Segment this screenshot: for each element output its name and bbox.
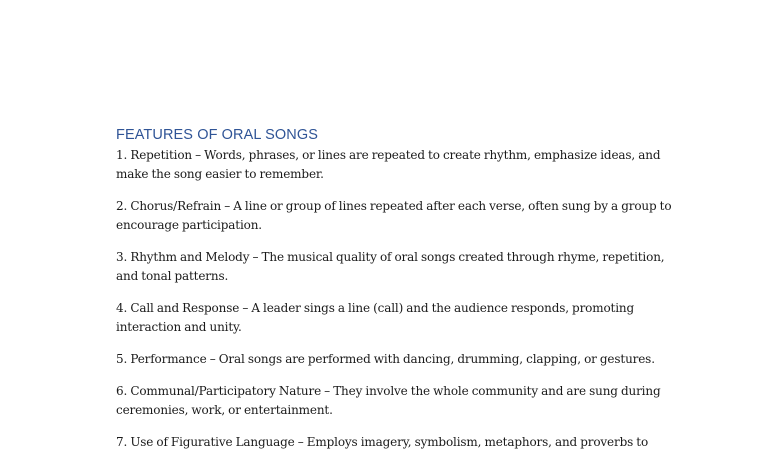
feature-item-communal: 6. Communal/Participatory Nature – They involve the whole community and are sung during ceremonies, work, or entertainment. bbox=[116, 384, 661, 417]
feature-item-figurative: 7. Use of Figurative Language – Employs imagery, symbolism, metaphors, and proverbs to bbox=[116, 435, 649, 449]
section-heading: FEATURES OF ORAL SONGS bbox=[116, 127, 319, 143]
feature-item-chorus: 2. Chorus/Refrain – A line or group of lines repeated after each verse, often sung by a group to encourage participation. bbox=[116, 199, 672, 232]
document-content bbox=[116, 124, 676, 465]
feature-item-repetition: 1. Repetition – Words, phrases, or lines are repeated to create rhythm, emphasize ideas, and make the song easier to remember. bbox=[116, 148, 661, 181]
feature-item-call-response: 4. Call and Response – A leader sings a line (call) and the audience responds, promoting interaction and unity. bbox=[116, 301, 635, 334]
feature-item-performance: 5. Performance – Oral songs are performed with dancing, drumming, clapping, or gestures. bbox=[116, 352, 655, 366]
feature-item-rhythm: 3. Rhythm and Melody – The musical quality of oral songs created through rhyme, repetition, and tonal patterns. bbox=[116, 250, 665, 283]
